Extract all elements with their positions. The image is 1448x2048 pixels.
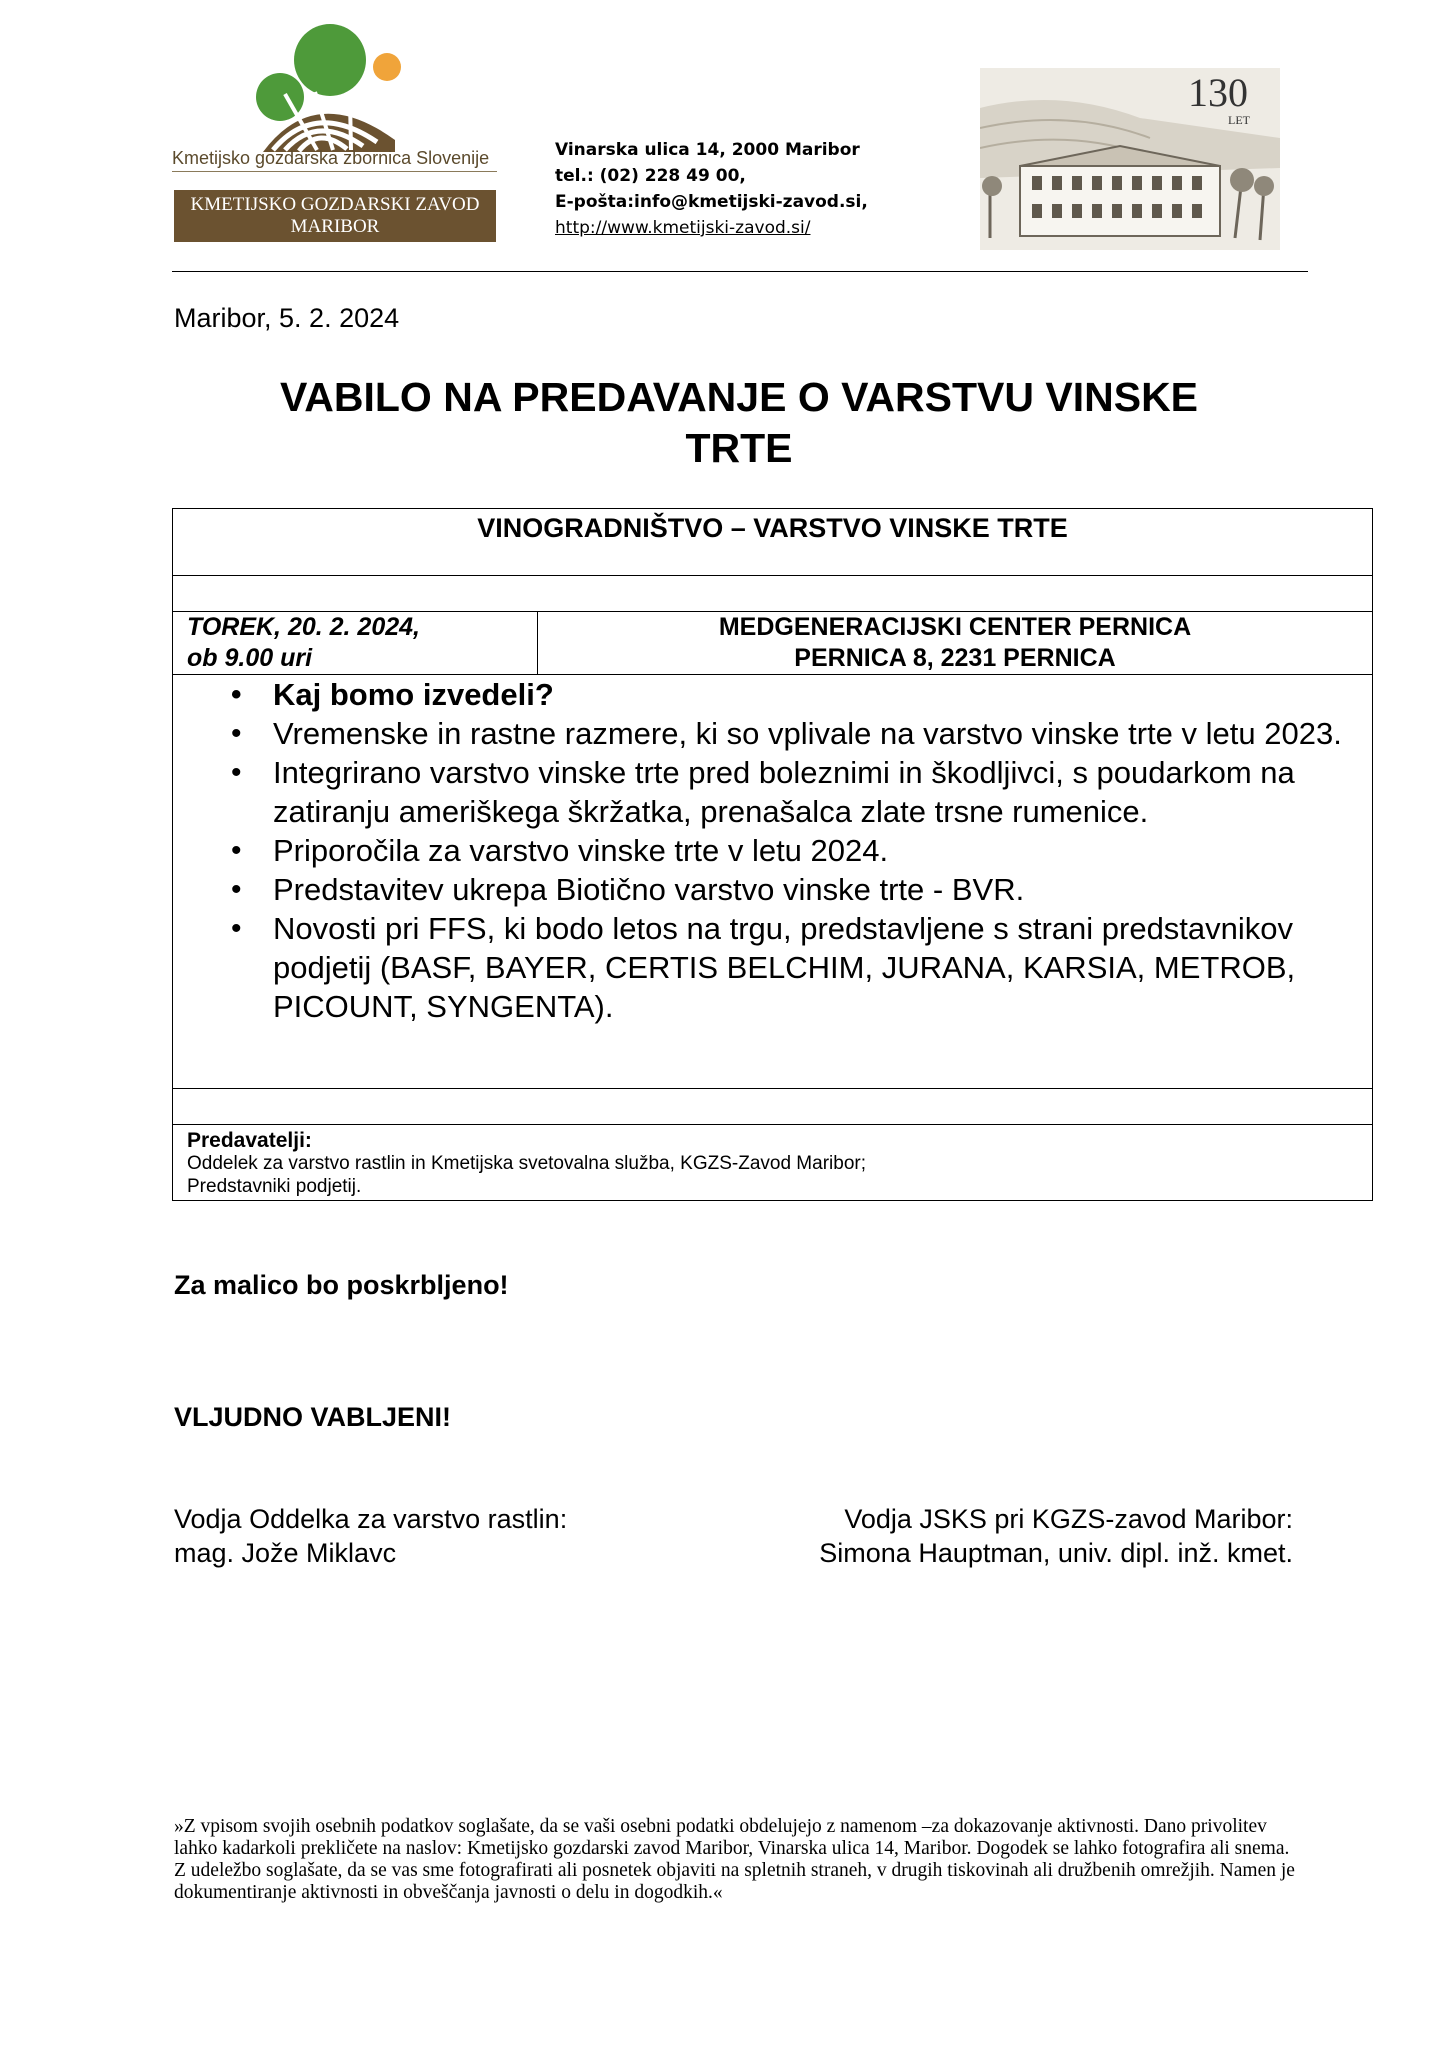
lecturers-cell <box>173 1125 1373 1201</box>
event-date: TOREK, 20. 2. 2024, <box>187 613 420 641</box>
list-item: • Priporočila za varstvo vinske trte v letu 2024. <box>273 831 1372 870</box>
institute-name-box <box>174 190 496 242</box>
event-info-table <box>172 508 1373 1201</box>
anniversary-building-icon <box>980 68 1280 250</box>
topics-list <box>173 675 1372 1026</box>
subject-text: VINOGRADNIŠTVO – VARSTVO VINSKE TRTE <box>477 513 1068 543</box>
list-item: • Vremenske in rastne razmere, ki so vplivale na varstvo vinske trte v letu 2023. <box>273 714 1372 753</box>
signature-left-role: Vodja Oddelka za varstvo rastlin: <box>174 1504 568 1534</box>
org-divider <box>172 171 497 172</box>
event-venue: MEDGENERACIJSKI CENTER PERNICA <box>718 613 1192 641</box>
page-title <box>174 372 1304 474</box>
date-line: Maribor, 5. 2. 2024 <box>174 303 400 333</box>
contact-block <box>555 137 868 241</box>
website-link[interactable]: http://www.kmetijski-zavod.si/ <box>555 218 811 238</box>
phone: tel.: (02) 228 49 00, <box>555 166 746 186</box>
event-date-cell <box>173 612 538 675</box>
spacer-row <box>173 1089 1373 1125</box>
lecturers-label: Predavatelji: <box>187 1129 312 1152</box>
topics-cell <box>173 675 1373 1089</box>
welcome-note: VLJUDNO VABLJENI! <box>174 1402 452 1432</box>
institute-name-line2: MARIBOR <box>290 216 380 237</box>
header-divider <box>172 271 1308 272</box>
page-title-line1: VABILO NA PREDAVANJE O VARSTVU VINSKE <box>279 374 1199 420</box>
signature-right <box>760 1502 1293 1570</box>
kgzs-logo-icon <box>255 22 405 152</box>
subject-cell <box>173 509 1373 576</box>
signature-right-role: Vodja JSKS pri KGZS-zavod Maribor: <box>844 1504 1293 1534</box>
event-location-cell <box>538 612 1373 675</box>
list-item: • Integrirano varstvo vinske trte pred boleznimi in škodljivci, s poudarkom na zatiranju ameriškega škržatka, prenašalca zlate trsne rumenice. <box>273 753 1372 831</box>
signature-left-name: mag. Jože Miklavc <box>174 1538 397 1568</box>
lecturers-line2: Predstavniki podjetij. <box>187 1176 362 1197</box>
page-title-line2: TRTE <box>685 425 793 471</box>
list-item: • Novosti pri FFS, ki bodo letos na trgu, predstavljene s strani predstavnikov podjetij (BASF, BAYER, CERTIS BELCHIM, JURANA, KARSIA, METROB, PICOUNT, SYNGENTA). <box>273 909 1372 1026</box>
signature-left <box>174 1502 567 1570</box>
email: E-pošta:info@kmetijski-zavod.si, <box>555 192 868 212</box>
org-name: Kmetijsko gozdarska zbornica Slovenije <box>172 148 490 168</box>
anniversary-number: 130 <box>1188 70 1248 115</box>
privacy-notice: »Z vpisom svojih osebnih podatkov soglašate, da se vaši osebni podatki obdelujejo z namenom –za dokazovanje aktivnosti. Dano privolitev lahko kadarkoli prekličete na naslov: Kmetijsko gozdarski zavod Maribor, Vinarska ulica 14, Maribor. Dogodek se lahko fotografira ali snema. Z udeležbo soglašate, da se vas sme fotografirati ali posnetek objaviti na spletnih straneh, v drugih tiskovinah ali družbenih omrežjih. Namen je dokumentiranje aktivnosti in obveščanja javnosti o delu in dogodkih.« <box>174 1816 1295 1903</box>
address: Vinarska ulica 14, 2000 Maribor <box>555 140 860 160</box>
anniversary-label: LET <box>1228 113 1250 127</box>
lunch-note: Za malico bo poskrbljeno! <box>174 1270 509 1300</box>
spacer-row <box>173 576 1373 612</box>
list-item: • Predstavitev ukrepa Biotično varstvo vinske trte - BVR. <box>273 870 1372 909</box>
institute-name-line1: KMETIJSKO GOZDARSKI ZAVOD <box>190 194 480 215</box>
list-item: • Kaj bomo izvedeli? <box>273 675 1372 714</box>
event-address: PERNICA 8, 2231 PERNICA <box>794 644 1116 672</box>
event-time: ob 9.00 uri <box>187 644 313 672</box>
signature-right-name: Simona Hauptman, univ. dipl. inž. kmet. <box>819 1538 1293 1568</box>
lecturers-line1: Oddelek za varstvo rastlin in Kmetijska svetovalna služba, KGZS-Zavod Maribor; <box>187 1153 866 1174</box>
